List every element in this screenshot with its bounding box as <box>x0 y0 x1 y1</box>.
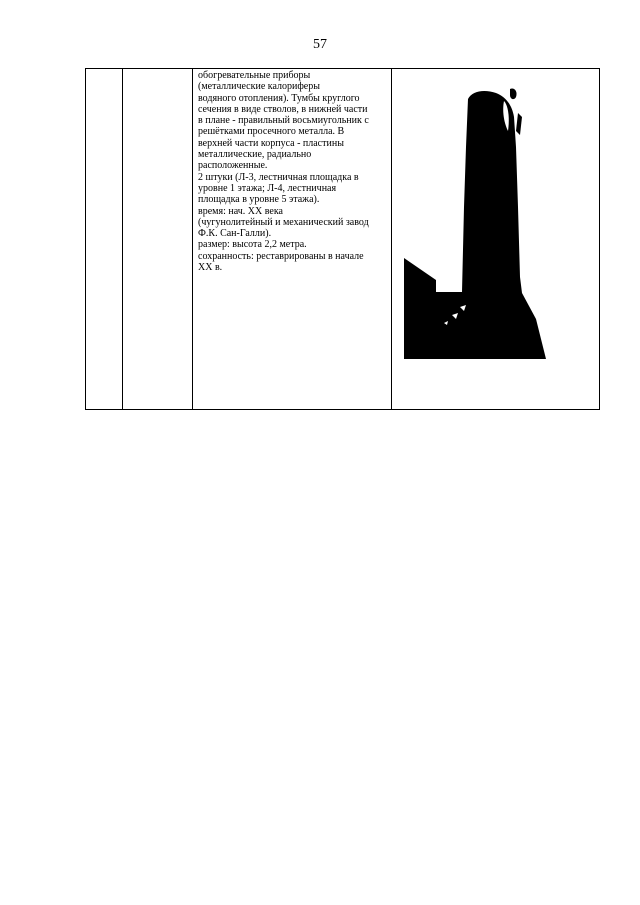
description-line: расположенные. <box>198 160 268 172</box>
description-line: размер: высота 2,2 метра. <box>198 239 307 251</box>
description-line: решётками просечного металла. В <box>198 126 345 138</box>
description-text <box>193 69 391 273</box>
table-cell-description <box>193 69 392 410</box>
table-cell-name <box>123 69 193 410</box>
description-line: площадка в уровне 5 этажа). <box>198 194 320 206</box>
description-line: обогревательные приборы <box>198 70 311 81</box>
description-line: (чугунолитейный и механический завод <box>198 216 369 228</box>
description-line: XX в. <box>198 262 223 274</box>
page-number: 57 <box>313 37 327 52</box>
description-line: Ф.К. Сан-Галли). <box>198 228 272 240</box>
photo-container <box>392 69 599 409</box>
description-line: уровне 1 этажа; Л-4, лестничная <box>198 182 337 194</box>
object-table <box>85 68 600 410</box>
description-line: металлические, радиально <box>198 149 312 161</box>
description-line: в плане - правильный восьмиугольник с <box>198 115 369 127</box>
description-line: сечения в виде стволов, в нижней части <box>198 103 368 115</box>
table-cell-number <box>86 69 123 410</box>
description-line: (металлические калориферы <box>198 81 320 93</box>
description-line: время: нач. XX века <box>198 205 283 217</box>
description-line: верхней части корпуса - пластины <box>198 137 344 149</box>
description-line: водяного отопления). Тумбы круглого <box>198 92 360 104</box>
radiator-column-photo <box>400 87 550 362</box>
description-line: сохранность: реставрированы в начале <box>198 250 364 262</box>
description-line: 2 штуки (Л-3, лестничная площадка в <box>198 171 359 183</box>
table-row <box>86 69 600 410</box>
table-cell-photo <box>392 69 600 410</box>
